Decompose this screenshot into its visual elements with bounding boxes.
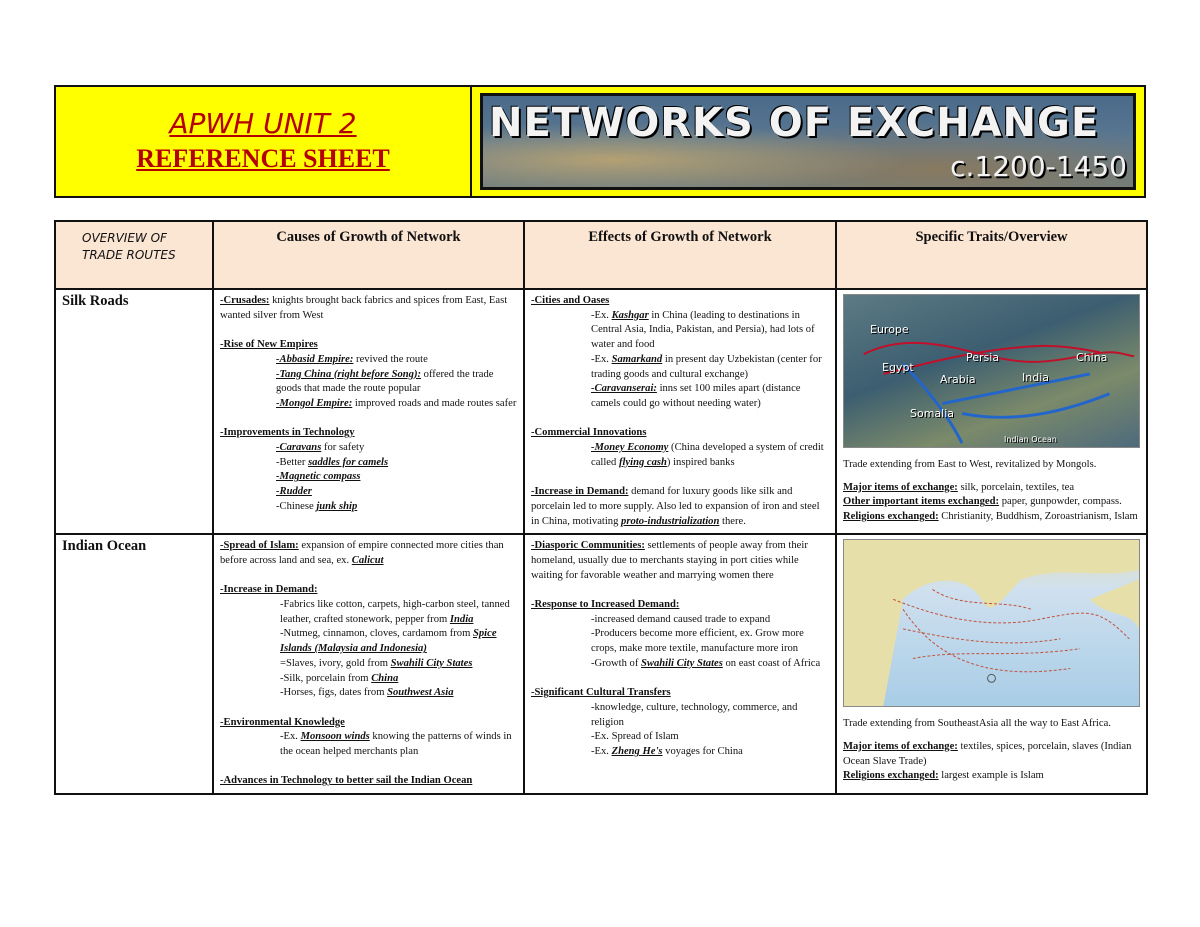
unit-title: APWH UNIT 2: [169, 107, 357, 141]
map-label-india: India: [1022, 371, 1049, 384]
indian-ocean-map-routes: [844, 540, 1139, 706]
response-item: -Producers become more efficient, ex. Grow more crops, make more textile, manufacture more iron: [591, 628, 804, 655]
silk-effects-cell: [524, 289, 836, 534]
monsoon-text: knowing the patterns of winds in the ocean helped merchants plan: [280, 731, 512, 758]
tang-label: -Tang China (right before Song):: [276, 368, 422, 380]
indian-traits-cell: [836, 534, 1147, 794]
row-label-silk-roads: Silk Roads: [55, 289, 213, 534]
indian-effects-cell: [524, 534, 836, 794]
caravans-label: -Caravans: [276, 442, 322, 453]
header-overview: OVERVIEW OF TRADE ROUTES: [55, 221, 213, 289]
silk-other-text: paper, gunpowder, compass.: [999, 496, 1122, 508]
indian-major-text: textiles, spices, porcelain, slaves (Indian Ocean Slave Trade): [843, 740, 1132, 767]
fabrics-text: -Fabrics like cotton, carpets, high-carbon steel, tanned leather, crafted stonework, pepper from: [280, 599, 510, 625]
diasporic-heading: -Diasporic Communities:: [531, 540, 645, 552]
table-header-row: [55, 221, 1147, 289]
response-item: -increased demand caused trade to expand: [591, 613, 771, 625]
banner-block: [472, 87, 1144, 196]
mongol-text: improved roads and made routes safer: [352, 397, 517, 409]
samarkand-label: Samarkand: [611, 353, 663, 365]
cultural-item: -knowledge, culture, technology, commerce, and religion: [591, 701, 798, 728]
map-label-persia: Persia: [966, 351, 1000, 364]
silk-major-heading: Major items of exchange:: [843, 481, 958, 493]
indian-religion-heading: Religions exchanged:: [843, 770, 939, 782]
spice-islands-label: Spice Islands (Malaysia and Indonesia): [280, 628, 497, 655]
map-label-arabia: Arabia: [940, 373, 976, 386]
crusades-heading: -Crusades:: [220, 295, 270, 306]
slaves-text: =Slaves, ivory, gold from: [280, 657, 391, 669]
china-label: China: [371, 672, 399, 684]
silk-other-heading: Other important items exchanged:: [843, 496, 1000, 508]
header-title-block: [56, 87, 472, 196]
mongol-label: -Mongol Empire:: [276, 397, 353, 409]
indian-causes-cell: [213, 534, 524, 794]
southwest-asia-label: Southwest Asia: [387, 687, 454, 699]
cultural-item: -Ex. Spread of Islam: [591, 731, 679, 743]
kashgar-label: Kashgar: [611, 309, 649, 321]
io-tech-heading: -Advances in Technology to better sail the Indian Ocean: [220, 775, 473, 787]
compass-label: -Magnetic compass: [276, 471, 361, 483]
io-silk-text: -Silk, porcelain from: [280, 672, 372, 684]
map-label-china: China: [1076, 351, 1108, 364]
response-heading: -Response to Increased Demand:: [531, 599, 680, 611]
cities-heading: -Cities and Oases: [531, 295, 610, 306]
monsoon-prefix: -Ex.: [280, 731, 301, 743]
saddles-label: saddles for camels: [308, 456, 389, 468]
proto-label: proto-industrialization: [621, 515, 720, 527]
samarkand-text: in present day Uzbekistan (center for trading goods and cultural exchange): [591, 353, 822, 380]
silk-traits-cell: [836, 289, 1147, 534]
saddles-prefix: -Better: [276, 456, 309, 468]
indian-ocean-map: [843, 539, 1140, 707]
reference-title: REFERENCE SHEET: [136, 143, 390, 173]
money-label: -Money Economy: [591, 442, 669, 454]
nutmeg-text: -Nutmeg, cinnamon, cloves, cardamom from: [280, 628, 473, 640]
swahili-label: Swahili City States: [390, 657, 473, 669]
silk-road-map: [843, 294, 1140, 448]
rudder-label: -Rudder: [276, 486, 312, 498]
tech-heading: -Improvements in Technology: [220, 427, 355, 439]
demand-heading: -Increase in Demand:: [531, 486, 629, 498]
map-label-europe: Europe: [870, 323, 909, 336]
caravanserai-label: -Caravanserai:: [591, 383, 657, 395]
junk-prefix: -Chinese: [276, 500, 317, 512]
india-label: India: [449, 613, 474, 625]
abbasid-text: revived the route: [353, 353, 428, 365]
samarkand-prefix: -Ex.: [591, 353, 612, 365]
flying-cash-label: flying cash: [618, 456, 667, 468]
junk-label: junk ship: [316, 500, 358, 512]
indian-summary: Trade extending from SoutheastAsia all the way to East Africa.: [843, 718, 1111, 730]
banner-date: c.1200-1450: [950, 150, 1127, 183]
silk-causes-cell: [213, 289, 524, 534]
caravans-text: for safety: [321, 442, 365, 453]
env-heading: -Environmental Knowledge: [220, 716, 345, 728]
abbasid-label: -Abbasid Empire:: [276, 353, 354, 365]
caravanserai-text: inns set 100 miles apart (distance camels could go without needing water): [591, 383, 801, 409]
commercial-heading: -Commercial Innovations: [531, 427, 647, 439]
table-row: [55, 534, 1147, 794]
header-effects: Effects of Growth of Network: [524, 221, 836, 289]
header-traits: Specific Traits/Overview: [836, 221, 1147, 289]
map-label-egypt: Egypt: [882, 361, 914, 374]
table-row: [55, 289, 1147, 534]
io-demand-heading: -Increase in Demand:: [220, 584, 318, 596]
cultural-text: voyages for China: [662, 746, 743, 758]
indian-major-heading: Major items of exchange:: [843, 740, 958, 752]
demand-end: there.: [719, 515, 746, 527]
response-swahili-label: Swahili City States: [641, 657, 723, 669]
zheng-he-label: Zheng He's: [611, 746, 663, 758]
islam-text: expansion of empire connected more cities than before across land and sea, ex.: [220, 540, 504, 566]
row-label-indian-ocean: Indian Ocean: [55, 534, 213, 794]
demand-text: demand for luxury goods like silk and porcelain led to more supply. Also led to expansion of iron and steel in China, motivating: [531, 486, 820, 527]
monsoon-label: Monsoon winds: [300, 731, 370, 743]
kashgar-text: in China (leading to destinations in Central Asia, India, Pakistan, and Persia), had lots of water and food: [591, 309, 815, 351]
response-text: on east coast of Africa: [722, 657, 821, 669]
diasporic-text: settlements of people away from their homeland, usually due to merchants staying in port cities while waiting for favorable weather and marrying women there: [531, 540, 808, 581]
islam-heading: -Spread of Islam:: [220, 540, 299, 552]
flying-cash-text: ) inspired banks: [666, 456, 735, 468]
money-text: (China developed a system of credit called: [591, 442, 824, 468]
tang-text: offered the trade goods that made the route popular: [276, 368, 494, 395]
header: [54, 85, 1146, 198]
horses-text: -Horses, figs, dates from: [280, 687, 388, 699]
calicut-label: Calicut: [351, 554, 384, 566]
reference-table: [54, 220, 1148, 795]
cultural-prefix: -Ex.: [591, 746, 612, 758]
indian-religion-text: largest example is Islam: [938, 770, 1044, 782]
map-label-indian-ocean: Indian Ocean: [1004, 435, 1057, 444]
cultural-heading: -Significant Cultural Transfers: [531, 687, 671, 699]
banner-title: NETWORKS OF EXCHANGE: [489, 100, 1100, 146]
map-label-somalia: Somalia: [910, 407, 955, 420]
silk-religion-text: Christianity, Buddhism, Zoroastrianism, Islam: [938, 511, 1138, 523]
header-causes: Causes of Growth of Network: [213, 221, 524, 289]
silk-summary: Trade extending from East to West, revitalized by Mongols.: [843, 459, 1097, 470]
response-prefix: -Growth of: [591, 657, 642, 669]
kashgar-prefix: -Ex.: [591, 309, 612, 321]
silk-religion-heading: Religions exchanged:: [843, 511, 939, 523]
empires-heading: -Rise of New Empires: [220, 339, 318, 351]
crusades-text: knights brought back fabrics and spices from East, East wanted silver from West: [220, 295, 508, 321]
banner-image: [480, 93, 1136, 190]
silk-major-text: silk, porcelain, textiles, tea: [957, 481, 1075, 493]
